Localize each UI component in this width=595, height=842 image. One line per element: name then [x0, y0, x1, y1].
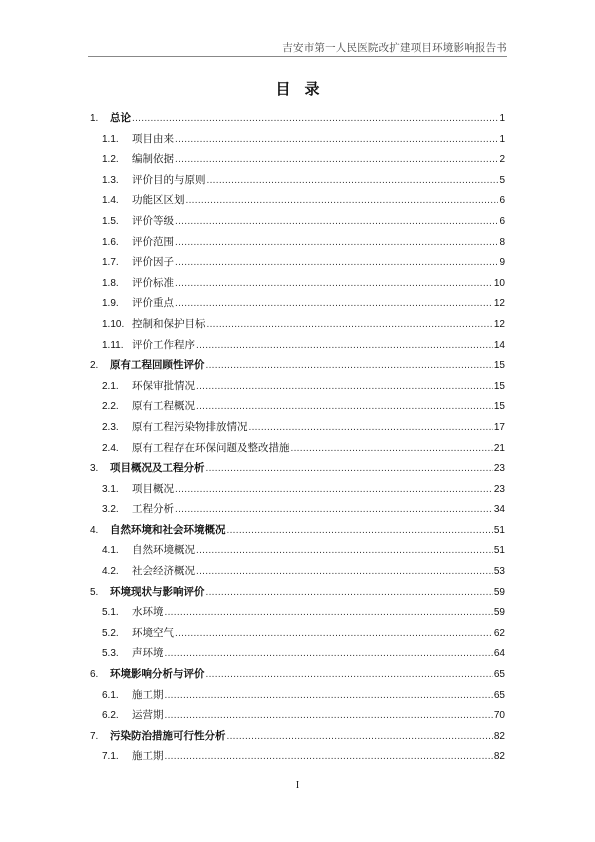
toc-leader-dots [249, 418, 493, 439]
toc-entry-title: 评价重点 [132, 297, 174, 310]
toc-entry-number: 2.3. [102, 421, 119, 433]
toc-entry-page: 1 [499, 133, 505, 145]
toc-entry-number: 7. [90, 730, 99, 742]
toc-entry-page: 23 [493, 463, 505, 475]
toc-entry-title: 环境现状与影响评价 [110, 585, 205, 598]
toc-entry-number: 3.1. [102, 483, 119, 495]
toc-entry-number: 2.4. [102, 442, 119, 454]
toc-entry-page: 14 [493, 339, 505, 351]
toc-entry-number: 1.6. [102, 236, 119, 248]
header-rule [88, 56, 507, 57]
toc-section-entry[interactable] [90, 314, 505, 335]
toc-entry-number: 4.2. [102, 566, 119, 578]
toc-entry-number: 3.2. [102, 504, 119, 516]
toc-entry-number: 1.5. [102, 215, 119, 227]
toc-entry-page: 82 [493, 730, 505, 742]
toc-leader-dots [227, 521, 493, 542]
toc-entry-title: 原有工程污染物排放情况 [132, 420, 248, 433]
toc-chapter-entry[interactable] [90, 520, 505, 541]
toc-entry-title: 功能区区划 [132, 194, 185, 207]
toc-leader-dots [175, 130, 498, 151]
toc-entry-page: 62 [493, 627, 505, 639]
toc-entry-page: 9 [499, 257, 505, 269]
toc-leader-dots [175, 233, 498, 254]
toc-entry-page: 15 [493, 380, 505, 392]
toc-entry-page: 8 [499, 236, 505, 248]
toc-leader-dots [175, 274, 493, 295]
toc-section-entry[interactable] [90, 376, 505, 397]
toc-entry-title: 环境影响分析与评价 [110, 668, 205, 681]
toc-entry-number: 2.2. [102, 401, 119, 413]
toc-leader-dots [175, 500, 493, 521]
toc-entry-page: 12 [493, 318, 505, 330]
toc-entry-title: 水环境 [132, 606, 164, 619]
toc-leader-dots [196, 541, 493, 562]
toc-entry-number: 1.9. [102, 298, 119, 310]
toc-entry-title: 原有工程存在环保问题及整改措施 [132, 441, 290, 454]
toc-entry-page: 64 [493, 648, 505, 660]
toc-section-entry[interactable] [90, 685, 505, 706]
toc-chapter-entry[interactable] [90, 108, 505, 129]
toc-entry-title: 原有工程概况 [132, 400, 195, 413]
toc-leader-dots [206, 665, 493, 686]
toc-entry-page: 5 [499, 174, 505, 186]
toc-entry-page: 34 [493, 504, 505, 516]
toc-entry-title: 评价等级 [132, 214, 174, 227]
toc-section-entry[interactable] [90, 705, 505, 726]
toc-entry-number: 1.4. [102, 195, 119, 207]
toc-entry-title: 编制依据 [132, 153, 174, 166]
toc-entry-number: 1.2. [102, 154, 119, 166]
toc-entry-page: 53 [493, 566, 505, 578]
page-number: I [295, 780, 300, 791]
toc-entry-page: 12 [493, 298, 505, 310]
toc-section-entry[interactable] [90, 479, 505, 500]
toc-entry-title: 运营期 [132, 709, 164, 722]
toc-chapter-entry[interactable] [90, 582, 505, 603]
toc-entry-page: 2 [499, 154, 505, 166]
toc-leader-dots [175, 480, 493, 501]
toc-leader-dots [165, 603, 493, 624]
toc-leader-dots [132, 109, 498, 130]
toc-section-entry[interactable] [90, 211, 505, 232]
toc-leader-dots [207, 315, 493, 336]
toc-entry-page: 23 [493, 483, 505, 495]
toc-entry-number: 5. [90, 586, 99, 598]
toc-entry-title: 评价工作程序 [132, 338, 195, 351]
toc-leader-dots [227, 727, 493, 748]
toc-entry-title: 项目由来 [132, 132, 174, 145]
toc-section-entry[interactable] [90, 149, 505, 170]
toc-chapter-entry[interactable] [90, 664, 505, 685]
toc-entry-page: 51 [493, 545, 505, 557]
toc-entry-title: 环保审批情况 [132, 379, 195, 392]
toc-section-entry[interactable] [90, 540, 505, 561]
page-title: 目录 [275, 80, 334, 98]
toc-entry-page: 21 [493, 442, 505, 454]
toc-entry-number: 6. [90, 669, 99, 681]
toc-entry-title: 污染防治措施可行性分析 [110, 729, 226, 742]
toc-entry-title: 评价因子 [132, 256, 174, 269]
toc-leader-dots [196, 377, 493, 398]
toc-entry-title: 评价目的与原则 [132, 173, 206, 186]
toc-leader-dots [186, 191, 499, 212]
toc-entry-page: 65 [493, 689, 505, 701]
toc-entry-page: 82 [493, 751, 505, 763]
toc-entry-page: 15 [493, 360, 505, 372]
toc-leader-dots [175, 150, 498, 171]
toc-entry-number: 2. [90, 360, 99, 372]
toc-entry-title: 总论 [110, 112, 131, 124]
toc-entry-number: 6.2. [102, 710, 119, 722]
toc-section-entry[interactable] [90, 396, 505, 417]
toc-entry-page: 51 [493, 524, 505, 536]
toc-entry-number: 1.3. [102, 174, 119, 186]
toc-leader-dots [291, 439, 493, 460]
toc-section-entry[interactable] [90, 129, 505, 150]
table-of-contents [90, 108, 505, 767]
toc-leader-dots [165, 686, 493, 707]
toc-entry-number: 4.1. [102, 545, 119, 557]
toc-entry-number: 2.1. [102, 380, 119, 392]
toc-chapter-entry[interactable] [90, 355, 505, 376]
toc-leader-dots [206, 583, 493, 604]
toc-entry-number: 1.11. [102, 339, 124, 351]
toc-entry-title: 社会经济概况 [132, 565, 195, 578]
toc-entry-number: 7.1. [102, 751, 119, 763]
toc-entry-title: 原有工程回顾性评价 [110, 359, 205, 372]
toc-section-entry[interactable] [90, 293, 505, 314]
toc-leader-dots [196, 397, 493, 418]
toc-section-entry[interactable] [90, 335, 505, 356]
toc-entry-title: 施工期 [132, 688, 164, 701]
toc-section-entry[interactable] [90, 252, 505, 273]
toc-section-entry[interactable] [90, 499, 505, 520]
toc-entry-page: 59 [493, 586, 505, 598]
toc-leader-dots [175, 253, 498, 274]
toc-entry-page: 65 [493, 669, 505, 681]
toc-leader-dots [175, 294, 493, 315]
toc-leader-dots [196, 562, 493, 583]
toc-entry-number: 4. [90, 524, 99, 536]
toc-section-entry[interactable] [90, 746, 505, 767]
toc-section-entry[interactable] [90, 623, 505, 644]
toc-leader-dots [206, 356, 493, 377]
toc-entry-title: 声环境 [132, 647, 164, 660]
running-header: 吉安市第一人民医院改扩建项目环境影响报告书 [282, 42, 507, 54]
toc-section-entry[interactable] [90, 190, 505, 211]
toc-entry-page: 17 [493, 421, 505, 433]
toc-leader-dots [175, 624, 493, 645]
toc-section-entry[interactable] [90, 273, 505, 294]
toc-entry-page: 70 [493, 710, 505, 722]
toc-leader-dots [207, 171, 499, 192]
toc-entry-number: 6.1. [102, 689, 119, 701]
toc-entry-title: 施工期 [132, 750, 164, 763]
toc-entry-page: 6 [499, 195, 505, 207]
toc-leader-dots [196, 336, 493, 357]
toc-entry-title: 评价标准 [132, 276, 174, 289]
toc-entry-title: 项目概况 [132, 482, 174, 495]
toc-entry-number: 1.7. [102, 257, 119, 269]
toc-leader-dots [206, 459, 493, 480]
toc-entry-page: 1 [499, 113, 505, 124]
toc-section-entry[interactable] [90, 602, 505, 623]
toc-entry-title: 控制和保护目标 [132, 317, 206, 330]
toc-chapter-entry[interactable] [90, 458, 505, 479]
toc-section-entry[interactable] [90, 438, 505, 459]
toc-entry-title: 自然环境和社会环境概况 [110, 523, 226, 536]
toc-entry-number: 1.1. [102, 133, 119, 145]
toc-entry-title: 环境空气 [132, 626, 174, 639]
toc-section-entry[interactable] [90, 232, 505, 253]
toc-entry-number: 5.1. [102, 607, 119, 619]
toc-entry-page: 10 [493, 277, 505, 289]
toc-section-entry[interactable] [90, 643, 505, 664]
toc-leader-dots [165, 747, 493, 768]
toc-entry-number: 1. [90, 113, 99, 124]
toc-leader-dots [175, 212, 498, 233]
toc-entry-title: 评价范围 [132, 235, 174, 248]
toc-section-entry[interactable] [90, 561, 505, 582]
toc-chapter-entry[interactable] [90, 726, 505, 747]
toc-entry-number: 5.2. [102, 627, 119, 639]
toc-entry-number: 3. [90, 463, 99, 475]
toc-entry-number: 1.8. [102, 277, 119, 289]
toc-entry-title: 自然环境概况 [132, 544, 195, 557]
toc-entry-title: 工程分析 [132, 503, 174, 516]
toc-entry-title: 项目概况及工程分析 [110, 462, 205, 475]
toc-entry-page: 59 [493, 607, 505, 619]
toc-entry-number: 1.10. [102, 318, 125, 330]
toc-section-entry[interactable] [90, 417, 505, 438]
toc-entry-page: 6 [499, 215, 505, 227]
toc-entry-page: 15 [493, 401, 505, 413]
toc-leader-dots [165, 644, 493, 665]
toc-section-entry[interactable] [90, 170, 505, 191]
toc-entry-number: 5.3. [102, 648, 119, 660]
toc-leader-dots [165, 706, 493, 727]
